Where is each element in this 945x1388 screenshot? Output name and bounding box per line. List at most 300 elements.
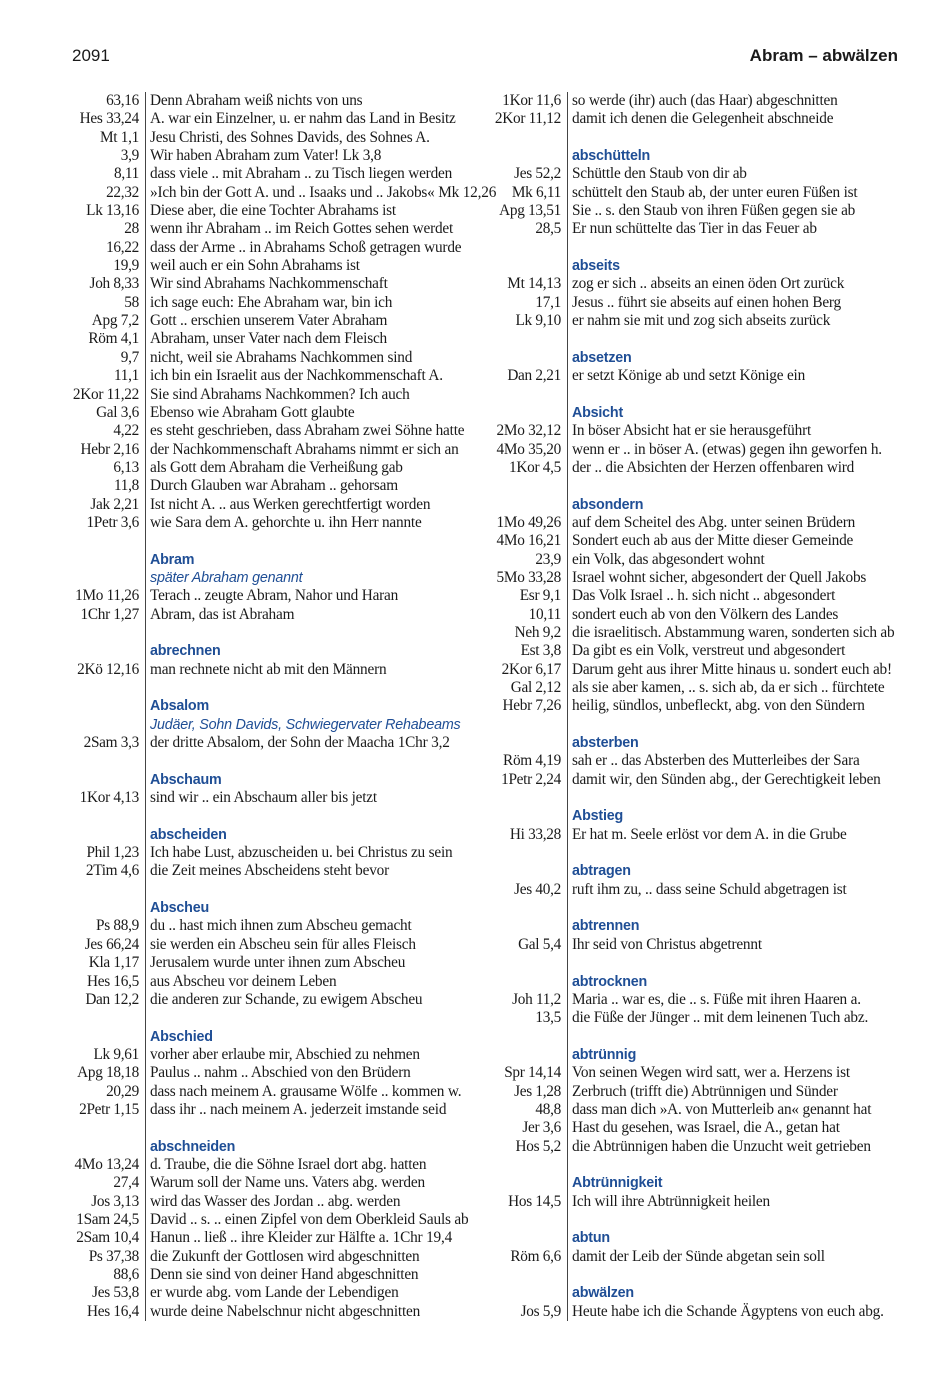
reference-entry: [477, 679, 907, 697]
bible-reference: Jer 3,6: [477, 1119, 568, 1137]
lemma-heading: [55, 1138, 475, 1156]
reference-entry: [55, 1229, 475, 1247]
entry-gap: [55, 881, 475, 899]
entry-text: die Zeit meines Abscheidens steht bevor: [150, 862, 390, 880]
entry-text: wie Sara dem A. gehorchte u. ihn Herr nannte: [150, 513, 422, 531]
entry-text: Durch Glauben war Abraham .. gehorsam: [150, 477, 398, 495]
entry-text: ruft ihm zu, .. dass seine Schuld abgetragen ist: [572, 880, 847, 898]
entry-text: Abraham, unser Vater nach dem Fleisch: [150, 330, 387, 348]
entry-text: Ich habe Lust, abzuscheiden u. bei Christus zu sein: [150, 844, 453, 862]
bible-reference: Jak 2,21: [55, 496, 146, 514]
entry-text: dass viele .. mit Abraham .. zu Tisch liegen werden: [150, 165, 453, 183]
reference-entry: [55, 349, 475, 367]
reference-entry: [55, 183, 497, 202]
entry-gap: [477, 954, 907, 972]
entry-text: wenn ihr Abraham .. im Reich Gottes sehen werdet: [150, 220, 454, 238]
reference-entry: [55, 1284, 475, 1302]
reference-entry: [477, 569, 907, 587]
reference-entry: [55, 917, 475, 935]
reference-entry: [477, 551, 907, 569]
reference-entry: [477, 752, 907, 770]
bible-reference: 1Kor 4,13: [55, 789, 146, 807]
entry-text: du .. hast mich ihnen zum Abscheu gemacht: [150, 917, 412, 935]
entry-text: Ist nicht A. .. aus Werken gerechtfertigt worden: [150, 495, 431, 513]
reference-entry: [55, 587, 475, 605]
reference-entry: [55, 1083, 475, 1101]
bible-reference: 6,13: [55, 459, 146, 477]
reference-entry: [477, 1119, 907, 1137]
reference-entry: [477, 422, 907, 440]
reference-entry: [477, 312, 907, 330]
reference-entry: [55, 862, 475, 880]
bible-reference: Hos 5,2: [477, 1138, 568, 1156]
reference-entry: [55, 330, 475, 348]
bible-reference: Hes 33,24: [55, 110, 146, 128]
bible-reference: Apg 18,18: [55, 1064, 146, 1082]
reference-entry: [477, 697, 907, 715]
entry-text: Das Volk Israel .. h. sich nicht .. abgesondert: [572, 587, 836, 605]
entry-gap: [55, 1119, 475, 1137]
bible-reference: Röm 4,1: [55, 330, 146, 348]
bible-reference: Jes 52,2: [477, 165, 568, 183]
entry-text: Ebenso wie Abraham Gott glaubte: [150, 403, 355, 421]
reference-entry: [55, 404, 475, 422]
reference-entry: [55, 1156, 475, 1174]
entry-text: sind wir .. ein Abschaum aller bis jetzt: [150, 789, 377, 807]
lemma-heading-text: Abscheu: [150, 900, 209, 917]
entry-text: Jesus .. führt sie abseits auf einen hohen Berg: [572, 293, 841, 311]
reference-entry: [477, 514, 907, 532]
reference-entry: [477, 1083, 907, 1101]
lemma-heading: [55, 771, 475, 789]
entry-gap: [55, 532, 475, 550]
reference-entry: [55, 220, 475, 238]
reference-entry: [55, 1046, 475, 1064]
reference-entry: [477, 661, 907, 679]
entry-gap: [477, 899, 907, 917]
entry-text: Abram, das ist Abraham: [150, 605, 295, 623]
bible-reference: 1Petr 3,6: [55, 514, 146, 532]
bible-reference: Phil 1,23: [55, 844, 146, 862]
entry-text: Warum soll der Name uns. Vaters abg. werden: [150, 1174, 425, 1192]
entry-text: dass der Arme .. in Abrahams Schoß getragen wurde: [150, 238, 462, 256]
entry-text: zog er sich .. abseits an einen öden Ort zurück: [572, 275, 845, 293]
bible-reference: 2Mo 32,12: [477, 422, 568, 440]
entry-text: damit wir, den Sünden abg., der Gerechtigkeit leben: [572, 770, 881, 788]
bible-reference: 28: [55, 220, 146, 238]
reference-entry: [55, 92, 475, 110]
entry-text: Jesu Christi, des Sohnes Davids, des Sohnes A.: [150, 128, 430, 146]
entry-gap: [55, 624, 475, 642]
bible-reference: Apg 7,2: [55, 312, 146, 330]
entry-text: wurde deine Nabelschnur nicht abgeschnitten: [150, 1302, 421, 1320]
lemma-heading: [477, 404, 907, 422]
entry-text: ich sage euch: Ehe Abraham war, bin ich: [150, 293, 393, 311]
entry-text: wird das Wasser des Jordan .. abg. werden: [150, 1192, 401, 1210]
reference-entry: [55, 954, 475, 972]
entry-text: nicht, weil sie Abrahams Nachkommen sind: [150, 348, 413, 366]
lemma-heading-text: Abram: [150, 551, 195, 568]
lemma-heading-text: abschütteln: [572, 148, 651, 165]
left-column: [55, 92, 497, 1321]
lemma-heading: [477, 147, 907, 165]
reference-entry: [55, 661, 475, 679]
bible-reference: Ps 37,38: [55, 1248, 146, 1266]
entry-text: aus Abscheu vor deinem Leben: [150, 972, 337, 990]
entry-text: als sie aber kamen, .. s. sich ab, da er sich .. fürchtete: [572, 679, 885, 696]
entry-gap: [477, 789, 907, 807]
lemma-heading-text: abwälzen: [572, 1285, 634, 1302]
reference-entry: [55, 789, 475, 807]
lemma-heading-text: abtun: [572, 1230, 610, 1247]
reference-entry: [55, 110, 475, 128]
lemma-heading: [477, 1174, 907, 1192]
reference-entry: [55, 202, 475, 220]
bible-reference: Hes 16,4: [55, 1303, 146, 1321]
bible-reference: 11,8: [55, 477, 146, 495]
entry-text: Diese aber, die eine Tochter Abrahams ist: [150, 202, 396, 220]
reference-entry: [55, 1266, 475, 1284]
entry-text: Maria .. war es, die .. s. Füße mit ihren Haaren a.: [572, 990, 861, 1008]
entry-text: damit ich denen die Gelegenheit abschneide: [572, 110, 834, 128]
lemma-heading-text: abrechnen: [150, 643, 221, 660]
entry-gap: [477, 1266, 907, 1284]
entry-gap: [477, 239, 907, 257]
reference-entry: [477, 367, 907, 385]
entry-gap: [55, 807, 475, 825]
entry-text: ich bin ein Israelit aus der Nachkommenschaft A.: [150, 367, 443, 385]
lemma-heading: [55, 642, 475, 660]
bible-reference: Gal 2,12: [477, 679, 568, 697]
entry-text: Denn sie sind von deiner Hand abgeschnitten: [150, 1266, 419, 1283]
bible-reference: Jes 66,24: [55, 936, 146, 954]
lemma-heading: [477, 973, 907, 991]
entry-text: die Abtrünnigen haben die Unzucht weit getrieben: [572, 1137, 871, 1155]
reference-entry: [477, 826, 907, 844]
entry-text: dass man dich »A. von Mutterleib an« genannt hat: [572, 1100, 872, 1118]
bible-reference: 3,9: [55, 147, 146, 165]
lemma-heading: [477, 1229, 907, 1247]
bible-reference: 19,9: [55, 257, 146, 275]
right-column: [477, 92, 907, 1321]
reference-entry: [477, 202, 907, 220]
reference-entry: [477, 1009, 907, 1027]
entry-text: d. Traube, die die Söhne Israel dort abg. hatten: [150, 1155, 427, 1173]
entry-text: sondert euch ab von den Völkern des Landes: [572, 605, 839, 623]
entry-text: Denn Abraham weiß nichts von uns: [150, 92, 363, 109]
entry-text: die Zukunft der Gottlosen wird abgeschnitten: [150, 1247, 420, 1265]
lemma-heading-text: Absicht: [572, 404, 624, 421]
entry-text: man rechnete nicht ab mit den Männern: [150, 660, 387, 678]
bible-reference: Lk 9,61: [55, 1046, 146, 1064]
lemma-heading: [477, 496, 907, 514]
lemma-subheading: [55, 716, 475, 734]
bible-reference: Jes 53,8: [55, 1284, 146, 1302]
entry-text: David .. s. .. einen Zipfel von dem Oberkleid Sauls ab: [150, 1210, 469, 1228]
reference-entry: [477, 1193, 907, 1211]
reference-entry: [55, 734, 475, 752]
bible-reference: Jos 3,13: [55, 1193, 146, 1211]
lemma-heading: [55, 899, 475, 917]
entry-text: die Füße der Jünger .. mit dem leinenen Tuch abz.: [572, 1009, 869, 1027]
entry-text: Gott .. erschien unserem Vater Abraham: [150, 312, 388, 330]
bible-reference: 2Tim 4,6: [55, 862, 146, 880]
reference-entry: [55, 1193, 475, 1211]
lemma-heading-text: Abschaum: [150, 771, 222, 788]
entry-text: Von seinen Wegen wird satt, wer a. Herzens ist: [572, 1064, 850, 1082]
lemma-heading: [477, 807, 907, 825]
reference-entry: [55, 1211, 475, 1229]
bible-reference: Joh 8,33: [55, 275, 146, 293]
entry-text: Terach .. zeugte Abram, Nahor und Haran: [150, 587, 399, 605]
reference-entry: [55, 844, 475, 862]
reference-entry: [55, 1064, 475, 1082]
reference-entry: [55, 386, 475, 404]
lemma-heading: [477, 917, 907, 935]
bible-reference: 63,16: [55, 92, 146, 110]
entry-text: Hanun .. ließ .. ihre Kleider zur Hälfte a. 1Chr 19,4: [150, 1229, 453, 1247]
lemma-heading-text: abscheiden: [150, 826, 227, 843]
bible-reference: Mt 14,13: [477, 275, 568, 293]
entry-text: Wir sind Abrahams Nachkommenschaft: [150, 275, 388, 293]
reference-entry: [477, 1138, 907, 1156]
entry-text: die anderen zur Schande, zu ewigem Abscheu: [150, 990, 423, 1008]
reference-entry: [55, 441, 475, 459]
reference-entry: [477, 165, 907, 183]
reference-entry: [55, 1101, 475, 1119]
bible-reference: Neh 9,2: [477, 624, 568, 642]
entry-text: er wurde abg. vom Lande der Lebendigen: [150, 1284, 399, 1302]
bible-reference: Mk 6,11: [477, 184, 568, 202]
lemma-heading: [477, 257, 907, 275]
bible-reference: Röm 6,6: [477, 1248, 568, 1266]
entry-gap: [55, 679, 475, 697]
bible-reference: Est 3,8: [477, 642, 568, 660]
bible-reference: 2Petr 1,15: [55, 1101, 146, 1119]
bible-reference: 1Mo 49,26: [477, 514, 568, 532]
lemma-heading-text: absterben: [572, 735, 639, 752]
bible-reference: Spr 14,14: [477, 1064, 568, 1082]
lemma-subheading: [55, 569, 475, 587]
bible-reference: Joh 11,2: [477, 991, 568, 1009]
bible-reference: Ps 88,9: [55, 917, 146, 935]
lemma-heading: [55, 551, 475, 569]
bible-reference: Kla 1,17: [55, 954, 146, 972]
bible-reference: Dan 2,21: [477, 367, 568, 385]
bible-reference: 2Kö 12,16: [55, 661, 146, 679]
reference-entry: [55, 496, 475, 514]
bible-reference: 2Kor 6,17: [477, 661, 568, 679]
reference-entry: [55, 294, 475, 312]
entry-text: In böser Absicht hat er sie herausgeführt: [572, 422, 812, 440]
running-head: Abram – abwälzen: [749, 46, 898, 65]
reference-entry: [55, 1303, 475, 1321]
reference-entry: [477, 642, 907, 660]
bible-reference: 8,11: [55, 165, 146, 183]
bible-reference: 4Mo 13,24: [55, 1156, 146, 1174]
entry-text: Sie sind Abrahams Nachkommen? Ich auch: [150, 385, 410, 403]
reference-entry: [477, 220, 907, 238]
lemma-heading: [477, 1284, 907, 1302]
bible-reference: 16,22: [55, 239, 146, 257]
reference-entry: [477, 92, 907, 110]
reference-entry: [55, 312, 475, 330]
reference-entry: [477, 587, 907, 605]
bible-reference: 13,5: [477, 1009, 568, 1027]
entry-text: der Nachkommenschaft Abrahams nimmt er sich an: [150, 440, 459, 458]
entry-text: als Gott dem Abraham die Verheißung gab: [150, 458, 403, 476]
reference-entry: [55, 165, 475, 183]
entry-text: Sondert euch ab aus der Mitte dieser Gemeinde: [572, 532, 854, 550]
lemma-subheading-text: später Abraham genannt: [150, 569, 303, 586]
bible-reference: Lk 13,16: [55, 202, 146, 220]
entry-text: der dritte Absalom, der Sohn der Maacha 1Chr 3,2: [150, 734, 450, 752]
reference-entry: [477, 991, 907, 1009]
lemma-heading: [477, 349, 907, 367]
entry-text: Da gibt es ein Volk, verstreut und abgesondert: [572, 642, 846, 660]
bible-reference: 11,1: [55, 367, 146, 385]
bible-reference: 28,5: [477, 220, 568, 238]
bible-reference: Jes 1,28: [477, 1083, 568, 1101]
bible-reference: 1Kor 4,5: [477, 459, 568, 477]
entry-gap: [477, 477, 907, 495]
lemma-heading: [55, 826, 475, 844]
bible-reference: 2Kor 11,22: [55, 386, 146, 404]
bible-reference: Hi 33,28: [477, 826, 568, 844]
entry-text: Ihr seid von Christus abgetrennt: [572, 935, 762, 953]
entry-text: Er hat m. Seele erlöst vor dem A. in die Grube: [572, 825, 847, 843]
bible-reference: Gal 5,4: [477, 936, 568, 954]
bible-reference: 17,1: [477, 294, 568, 312]
lemma-heading-text: Absalom: [150, 698, 209, 715]
bible-reference: 1Sam 24,5: [55, 1211, 146, 1229]
entry-text: A. war ein Einzelner, u. er nahm das Land in Besitz: [150, 110, 456, 128]
reference-entry: [55, 129, 475, 147]
entry-gap: [477, 844, 907, 862]
bible-reference: 88,6: [55, 1266, 146, 1284]
entry-text: dass ihr .. nach meinem A. jederzeit imstande seid: [150, 1100, 447, 1118]
reference-entry: [477, 441, 907, 459]
entry-text: Heute habe ich die Schande Ägyptens von euch abg.: [572, 1302, 884, 1320]
bible-reference: 22,32: [55, 184, 146, 202]
bible-reference: 2Kor 11,12: [477, 110, 568, 128]
lemma-heading-text: abseits: [572, 258, 620, 275]
reference-entry: [55, 991, 475, 1009]
entry-text: auf dem Scheitel des Abg. unter seinen Brüdern: [572, 513, 856, 531]
lemma-heading-text: abtrünnig: [572, 1046, 637, 1063]
bible-reference: 9,7: [55, 349, 146, 367]
reference-entry: [477, 459, 907, 477]
lemma-heading-text: Abschied: [150, 1028, 213, 1045]
entry-text: er nahm sie mit und zog sich abseits zurück: [572, 312, 831, 330]
reference-entry: [477, 881, 907, 899]
lemma-heading-text: abtragen: [572, 863, 631, 880]
bible-reference: 10,11: [477, 606, 568, 624]
bible-reference: 2Sam 10,4: [55, 1229, 146, 1247]
reference-entry: [477, 1248, 907, 1266]
entry-text: er setzt Könige ab und setzt Könige ein: [572, 367, 806, 385]
bible-reference: Hebr 7,26: [477, 697, 568, 715]
reference-entry: [55, 422, 475, 440]
entry-text: »Ich bin der Gott A. und .. Isaaks und .. Jakobs« Mk 12,26: [150, 183, 497, 201]
bible-reference: 27,4: [55, 1174, 146, 1192]
entry-gap: [477, 1211, 907, 1229]
bible-reference: 2Sam 3,3: [55, 734, 146, 752]
lemma-heading-text: Abtrünnigkeit: [572, 1175, 663, 1192]
bible-reference: 20,29: [55, 1083, 146, 1101]
entry-text: heilig, sündlos, unbefleckt, abg. von den Sündern: [572, 697, 865, 715]
bible-reference: Röm 4,19: [477, 752, 568, 770]
lemma-heading-text: absetzen: [572, 349, 632, 366]
bible-reference: Hos 14,5: [477, 1193, 568, 1211]
bible-reference: 4Mo 35,20: [477, 441, 568, 459]
entry-text: Israel wohnt sicher, abgesondert der Quell Jakobs: [572, 568, 867, 586]
bible-reference: Esr 9,1: [477, 587, 568, 605]
entry-text: dass nach meinem A. grausame Wölfe .. kommen w.: [150, 1082, 462, 1100]
lemma-subheading-text: Judäer, Sohn Davids, Schwiegervater Rehabeams: [150, 716, 461, 733]
entry-text: der .. die Absichten der Herzen offenbaren wird: [572, 458, 855, 476]
bible-reference: Lk 9,10: [477, 312, 568, 330]
bible-reference: 1Petr 2,24: [477, 771, 568, 789]
bible-reference: 1Mo 11,26: [55, 587, 146, 605]
entry-text: damit der Leib der Sünde abgetan sein soll: [572, 1247, 825, 1265]
reference-entry: [477, 606, 907, 624]
entry-gap: [477, 1156, 907, 1174]
reference-entry: [55, 1174, 475, 1192]
entry-text: Wir haben Abraham zum Vater! Lk 3,8: [150, 147, 382, 165]
entry-text: Zerbruch (trifft die) Abtrünnigen und Sünder: [572, 1082, 838, 1100]
bible-reference: Dan 12,2: [55, 991, 146, 1009]
bible-reference: 48,8: [477, 1101, 568, 1119]
entry-gap: [477, 716, 907, 734]
bible-reference: Hebr 2,16: [55, 441, 146, 459]
entry-gap: [477, 129, 907, 147]
entry-text: Paulus .. nahm .. Abschied von den Brüdern: [150, 1064, 411, 1082]
reference-entry: [55, 1248, 475, 1266]
lemma-heading-text: abtrennen: [572, 918, 640, 935]
entry-text: sah er .. das Absterben des Mutterleibes der Sara: [572, 752, 860, 770]
bible-reference: Jos 5,9: [477, 1303, 568, 1321]
entry-gap: [477, 330, 907, 348]
entry-text: schüttelt den Staub ab, der unter euren Füßen ist: [572, 183, 858, 201]
bible-reference: Hes 16,5: [55, 973, 146, 991]
bible-reference: Gal 3,6: [55, 404, 146, 422]
reference-entry: [55, 459, 475, 477]
reference-entry: [477, 110, 907, 128]
bible-reference: Apg 13,51: [477, 202, 568, 220]
reference-entry: [55, 514, 475, 532]
lemma-heading: [55, 697, 475, 715]
lemma-heading: [55, 1028, 475, 1046]
lemma-heading: [477, 862, 907, 880]
bible-reference: Mt 1,1: [55, 129, 146, 147]
bible-reference: 5Mo 33,28: [477, 569, 568, 587]
entry-gap: [55, 1009, 475, 1027]
entry-text: Schüttle den Staub von dir ab: [572, 165, 747, 183]
reference-entry: [477, 294, 907, 312]
reference-entry: [55, 257, 475, 275]
reference-entry: [477, 1101, 907, 1119]
reference-entry: [55, 147, 475, 165]
reference-entry: [55, 973, 475, 991]
reference-entry: [477, 1064, 907, 1082]
entry-text: ein Volk, das abgesondert wohnt: [572, 550, 765, 568]
lemma-heading-text: abschneiden: [150, 1138, 236, 1155]
entry-text: es steht geschrieben, dass Abraham zwei Söhne hatte: [150, 422, 465, 440]
reference-entry: [55, 606, 475, 624]
bible-reference: 58: [55, 294, 146, 312]
reference-entry: [477, 1303, 907, 1321]
